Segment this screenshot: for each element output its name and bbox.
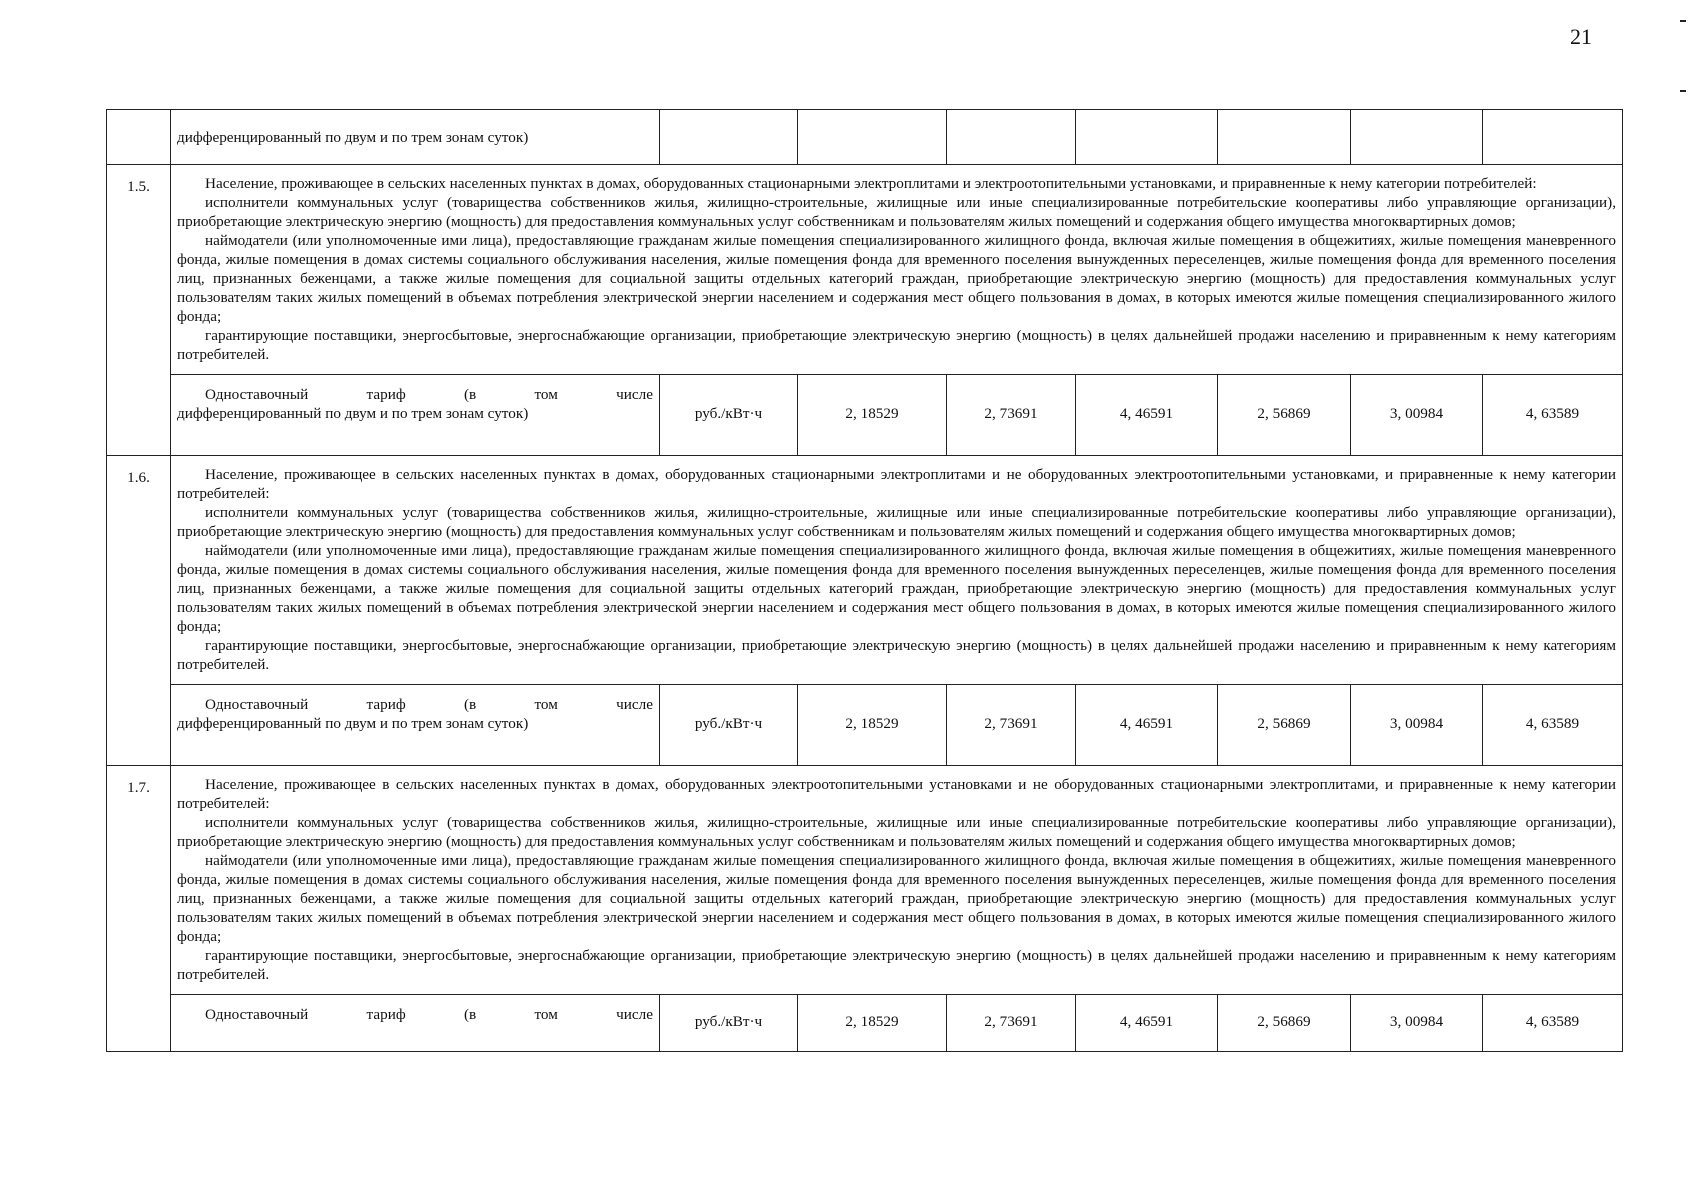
tariff-value: 2, 18529 — [845, 1012, 899, 1030]
category-paragraph: Население, проживающее в сельских населенных пунктах в домах, оборудованных стационарными электроплитами и не оборудованных электроотопительными установками, и приравненные к нему категории потребителей: — [177, 466, 1616, 502]
value-cell — [1351, 995, 1483, 1052]
rate-label-cell — [171, 375, 660, 456]
scan-mark — [1680, 90, 1686, 92]
category-description — [171, 456, 1623, 685]
row-number-cell: 1.6. — [107, 456, 171, 766]
rate-label-word: том — [534, 1006, 558, 1023]
rate-label-word: числе — [616, 696, 653, 713]
category-paragraph: гарантирующие поставщики, энергосбытовые, энергоснабжающие организации, приобретающие электрическую энергию (мощность) в целях дальнейшей продажи населению и приравненным к нему категориям потребителей. — [177, 947, 1616, 983]
category-paragraph: Население, проживающее в сельских населенных пунктах в домах, оборудованных электроотопительными установками и не оборудованных стационарными электроплитами, и приравненные к нему категории потребителей: — [177, 776, 1616, 812]
tariff-value: 4, 63589 — [1525, 404, 1580, 422]
value-cell — [1218, 995, 1351, 1052]
tariff-value: 3, 00984 — [1389, 714, 1444, 732]
category-paragraph: исполнители коммунальных услуг (товарищества собственников жилья, жилищно-строительные, жилищные или иные специализированные потребительские кооперативы либо управляющие организации), приобретающие электрическую энергию (мощность) для предоставления коммунальных услуг собственникам и пользователям жилых помещений и содержания общего имущества многоквартирных домов; — [177, 504, 1616, 540]
tariff-value: 4, 46591 — [1119, 404, 1174, 422]
unit-cell — [660, 110, 798, 165]
rate-label-line — [177, 695, 653, 714]
rate-label-word: Одноставочный — [205, 386, 309, 403]
tariff-value: 2, 73691 — [984, 1012, 1038, 1030]
rate-label-word: (в — [463, 696, 477, 713]
rate-label-word: тариф — [366, 1006, 406, 1023]
row-number-cell: 1.7. — [107, 766, 171, 1052]
rate-label-word: числе — [616, 1006, 653, 1023]
unit-cell — [660, 685, 798, 766]
unit-text: руб./кВт·ч — [694, 404, 763, 422]
value-cell — [798, 685, 947, 766]
rate-label-line — [177, 385, 653, 404]
category-paragraph: Население, проживающее в сельских населенных пунктах в домах, оборудованных стационарными электроплитами и электроотопительными установками, и приравненные к нему категории потребителей: — [205, 175, 1537, 192]
tariff-value: 4, 63589 — [1525, 714, 1580, 732]
rate-label-line: дифференцированный по двум и по трем зонам суток) — [177, 715, 529, 732]
unit-text: руб./кВт·ч — [694, 714, 763, 732]
tariff-value: 2, 73691 — [984, 714, 1038, 732]
tariff-value: 2, 18529 — [845, 404, 899, 422]
tariff-value: 3, 00984 — [1389, 1012, 1444, 1030]
value-cell — [1218, 110, 1351, 165]
category-paragraph: исполнители коммунальных услуг (товарищества собственников жилья, жилищно-строительные, жилищные или иные специализированные потребительские кооперативы либо управляющие организации), приобретающие электрическую энергию (мощность) для предоставления коммунальных услуг собственникам и пользователям жилых помещений и содержания общего имущества многоквартирных домов; — [177, 194, 1616, 230]
value-cell — [1483, 995, 1623, 1052]
unit-text: руб./кВт·ч — [694, 1012, 763, 1030]
tariff-value: 2, 73691 — [984, 404, 1038, 422]
rate-label-cell — [171, 685, 660, 766]
row-number-cell — [107, 110, 171, 165]
tariff-value: 4, 63589 — [1525, 1012, 1580, 1030]
tariff-value: 4, 46591 — [1119, 714, 1174, 732]
value-cell — [947, 110, 1076, 165]
page-number: 21 — [1570, 24, 1592, 49]
value-cell — [1218, 685, 1351, 766]
rate-label-line: дифференцированный по двум и по трем зонам суток) — [177, 405, 529, 422]
unit-cell — [660, 375, 798, 456]
scan-mark — [1680, 20, 1686, 22]
tariff-value: 2, 18529 — [845, 714, 899, 732]
rate-label-cell — [171, 995, 660, 1052]
value-cell — [1076, 375, 1218, 456]
tariff-table — [106, 109, 1623, 1052]
rate-label-cell: дифференцированный по двум и по трем зонам суток) — [171, 110, 660, 165]
value-cell — [1218, 375, 1351, 456]
tariff-value: 2, 56869 — [1257, 1012, 1311, 1030]
rate-row — [107, 685, 1623, 766]
category-paragraph: наймодатели (или уполномоченные ими лица), предоставляющие гражданам жилые помещения специализированного жилищного фонда, включая жилые помещения в общежитиях, жилые помещения маневренного фонда, жилые помещения в домах системы социального обслуживания населения, жилые помещения фонда для временного поселения вынужденных переселенцев, жилые помещения фонда для временного поселения лиц, признанных беженцами, а также жилые помещения для социальной защиты отдельных категорий граждан, приобретающие электрическую энергию (мощность) для предоставления коммунальных услуг пользователям таких жилых помещений в объемах потребления электрической энергии населением и содержания мест общего пользования в домах, в которых имеются жилые помещения специализированного жилого фонда; — [177, 232, 1616, 325]
category-paragraph: исполнители коммунальных услуг (товарищества собственников жилья, жилищно-строительные, жилищные или иные специализированные потребительские кооперативы либо управляющие организации), приобретающие электрическую энергию (мощность) для предоставления коммунальных услуг собственникам и пользователям жилых помещений и содержания общего имущества многоквартирных домов; — [177, 814, 1616, 850]
rate-label-word: том — [534, 386, 558, 403]
category-paragraph: наймодатели (или уполномоченные ими лица), предоставляющие гражданам жилые помещения специализированного жилищного фонда, включая жилые помещения в общежитиях, жилые помещения маневренного фонда, жилые помещения в домах системы социального обслуживания населения, жилые помещения фонда для временного поселения вынужденных переселенцев, жилые помещения фонда для временного поселения лиц, признанных беженцами, а также жилые помещения для социальной защиты отдельных категорий граждан, приобретающие электрическую энергию (мощность) для предоставления коммунальных услуг пользователям таких жилых помещений в объемах потребления электрической энергии населением и содержания мест общего пользования в домах, в которых имеются жилые помещения специализированного жилого фонда; — [177, 852, 1616, 945]
category-paragraph: наймодатели (или уполномоченные ими лица), предоставляющие гражданам жилые помещения специализированного жилищного фонда, включая жилые помещения в общежитиях, жилые помещения маневренного фонда, жилые помещения в домах системы социального обслуживания населения, жилые помещения фонда для временного поселения вынужденных переселенцев, жилые помещения фонда для временного поселения лиц, признанных беженцами, а также жилые помещения для социальной защиты отдельных категорий граждан, приобретающие электрическую энергию (мощность) для предоставления коммунальных услуг пользователям таких жилых помещений в объемах потребления электрической энергии населением и содержания мест общего пользования в домах, в которых имеются жилые помещения специализированного жилого фонда; — [177, 542, 1616, 635]
table-row — [107, 110, 1623, 165]
row-number-cell: 1.5. — [107, 165, 171, 456]
value-cell — [1351, 110, 1483, 165]
value-cell — [947, 995, 1076, 1052]
value-cell — [798, 110, 947, 165]
category-row — [107, 766, 1623, 995]
value-cell — [1351, 375, 1483, 456]
tariff-value: 3, 00984 — [1389, 404, 1444, 422]
category-description — [171, 766, 1623, 995]
rate-row — [107, 375, 1623, 456]
value-cell — [1483, 685, 1623, 766]
rate-label-word: (в — [463, 1006, 477, 1023]
rate-label-word: тариф — [366, 386, 406, 403]
rate-label-word: том — [534, 696, 558, 713]
value-cell — [947, 685, 1076, 766]
rate-label-word: (в — [463, 386, 477, 403]
value-cell — [1483, 375, 1623, 456]
unit-cell — [660, 995, 798, 1052]
rate-label-word: Одноставочный — [205, 1006, 309, 1023]
value-cell — [798, 995, 947, 1052]
tariff-value: 2, 56869 — [1257, 404, 1311, 422]
category-row — [107, 165, 1623, 375]
value-cell — [798, 375, 947, 456]
rate-label-word: числе — [616, 386, 653, 403]
value-cell — [1483, 110, 1623, 165]
value-cell — [1351, 685, 1483, 766]
value-cell — [947, 375, 1076, 456]
category-paragraph: гарантирующие поставщики, энергосбытовые, энергоснабжающие организации, приобретающие электрическую энергию (мощность) в целях дальнейшей продажи населению и приравненным к нему категориям потребителей. — [177, 637, 1616, 673]
rate-label-word: тариф — [366, 696, 406, 713]
value-cell — [1076, 685, 1218, 766]
tariff-value: 2, 56869 — [1257, 714, 1311, 732]
category-paragraph: гарантирующие поставщики, энергосбытовые, энергоснабжающие организации, приобретающие электрическую энергию (мощность) в целях дальнейшей продажи населению и приравненным к нему категориям потребителей. — [177, 327, 1616, 363]
value-cell — [1076, 995, 1218, 1052]
tariff-value: 4, 46591 — [1119, 1012, 1174, 1030]
rate-row — [107, 995, 1623, 1052]
rate-label-line — [177, 1005, 653, 1024]
rate-label-word: Одноставочный — [205, 696, 309, 713]
category-row — [107, 456, 1623, 685]
category-description — [171, 165, 1623, 375]
value-cell — [1076, 110, 1218, 165]
